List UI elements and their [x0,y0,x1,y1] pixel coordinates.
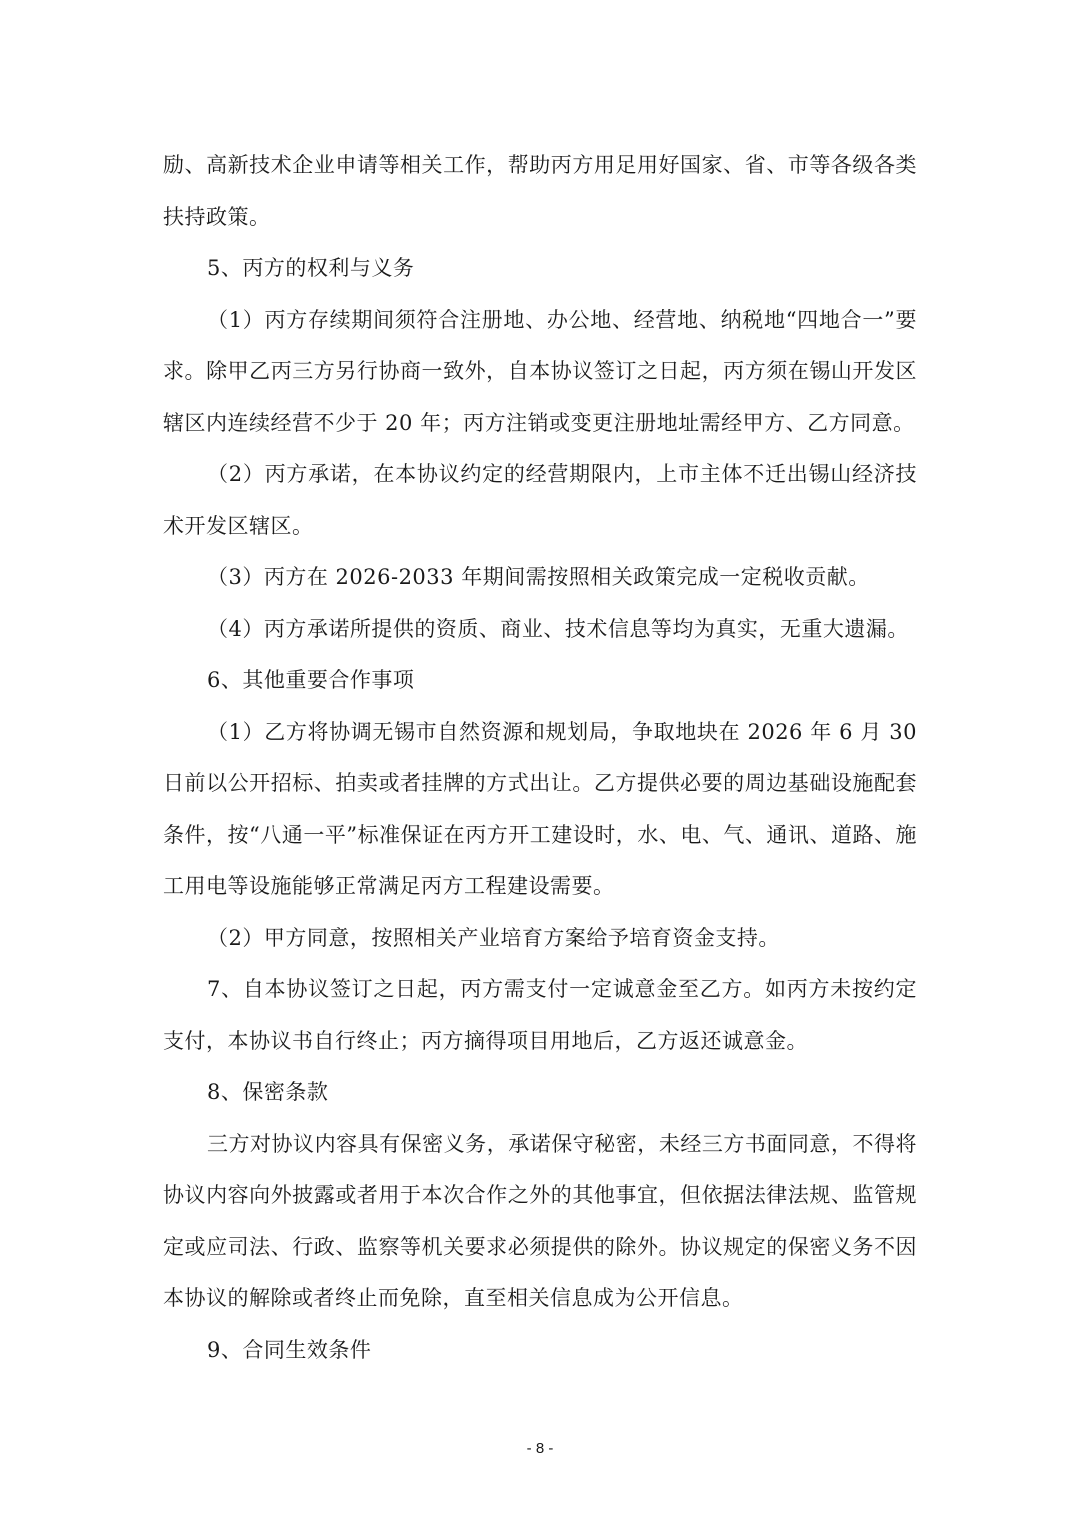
document-body [163,140,917,1376]
section-heading-6: 6、其他重要合作事项 [207,668,415,692]
clause-6-1: （1）乙方将协调无锡市自然资源和规划局，争取地块在 2026 年 6 月 30 日前以公开招标、拍卖或者挂牌的方式出让。乙方提供必要的周边基础设施配套条件，按“八通一平”标准保证在丙方开工建设时，水、电、气、通讯、道路、施工用电等设施能够正常满足丙方工程建设需要。 [163,719,917,898]
clause-5-1: （1）丙方存续期间须符合注册地、办公地、经营地、纳税地“四地合一”要求。除甲乙丙三方另行协商一致外，自本协议签订之日起，丙方须在锡山开发区辖区内连续经营不少于 20 年；丙方注销或变更注册地址需经甲方、乙方同意。 [163,307,917,435]
confidentiality-clause: 三方对协议内容具有保密义务，承诺保守秘密，未经三方书面同意，不得将协议内容向外披露或者用于本次合作之外的其他事宜，但依据法律法规、监管规定或应司法、行政、监察等机关要求必须提供的除外。协议规定的保密义务不因本协议的解除或者终止而免除，直至相关信息成为公开信息。 [163,1131,917,1310]
section-heading-5: 5、丙方的权利与义务 [207,256,415,280]
section-heading-9: 9、合同生效条件 [207,1337,372,1362]
clause-5-4: （4）丙方承诺所提供的资质、商业、技术信息等均为真实，无重大遗漏。 [207,616,909,641]
page-number: - 8 - [526,1440,554,1457]
clause-6-2: （2）甲方同意，按照相关产业培育方案给予培育资金支持。 [207,925,780,950]
clause-5-3: （3）丙方在 2026-2033 年期间需按照相关政策完成一定税收贡献。 [207,565,870,589]
section-heading-8: 8、保密条款 [207,1080,329,1104]
clause-5-2: （2）丙方承诺，在本协议约定的经营期限内，上市主体不迁出锡山经济技术开发区辖区。 [163,462,917,538]
section-7: 7、自本协议签订之日起，丙方需支付一定诚意金至乙方。如丙方未按约定支付，本协议书自行终止；丙方摘得项目用地后，乙方返还诚意金。 [163,977,917,1053]
paragraph-continuation: 励、高新技术企业申请等相关工作，帮助丙方用足用好国家、省、市等各级各类扶持政策。 [163,153,917,229]
